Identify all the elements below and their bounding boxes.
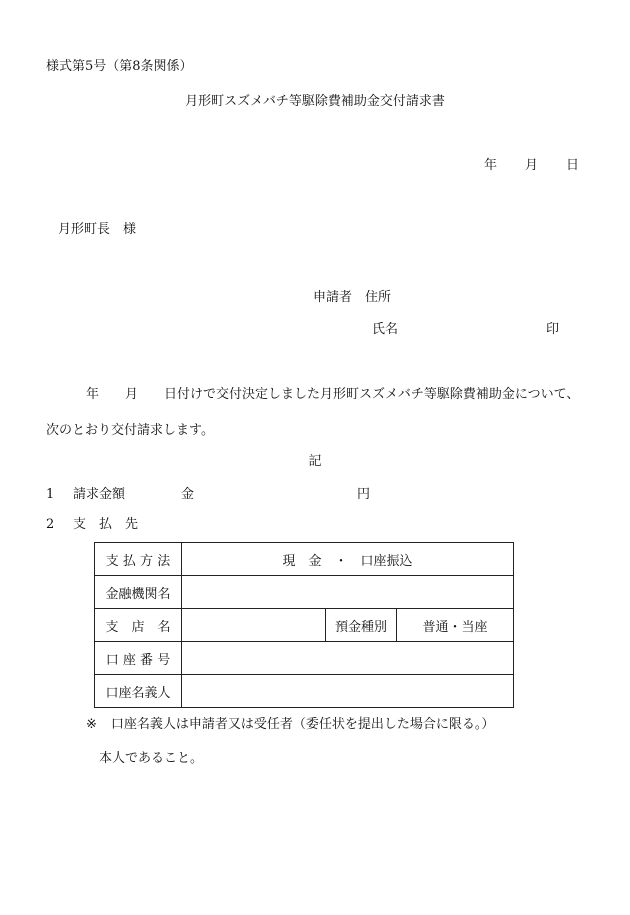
bank-name-label: 金融機関名 [95,576,182,609]
seal-mark: 印 [546,322,560,337]
bank-name-field[interactable] [182,576,514,609]
body-text-line1: 年 月 日付けで交付決定しました月形町スズメバチ等駆除費補助金について、 [86,387,580,402]
table-row [95,609,514,642]
account-holder-label: 口座名義人 [95,675,182,708]
account-number-label: 口 座 番 号 [95,642,182,675]
table-row [95,543,514,576]
ki-heading: 記 [308,454,322,469]
note-line1 [86,718,494,731]
payment-table [94,542,514,708]
branch-name-label: 支 店 名 [95,609,182,642]
branch-name-field[interactable] [182,609,326,642]
body-text-line2: 次のとおり交付請求します。 [46,423,214,438]
note-text-line2: 本人であること。 [99,751,204,766]
item1-kin: 金 [181,487,195,502]
date-month: 月 [525,158,539,173]
note-text-line1: 口座名義人は申請者又は受任者（委任状を提出した場合に限る。） [110,717,495,732]
deposit-type-label: 預金種別 [326,609,397,642]
payment-method-label: 支 払 方 法 [95,543,182,576]
addressee: 月形町長 様 [58,222,137,237]
form-number-label: 様式第5号（第8条関係） [46,59,193,74]
date-line [484,159,579,172]
note-mark: ※ [86,717,97,732]
date-day: 日 [566,158,580,173]
applicant-address-label: 申請者 住所 [313,290,392,305]
deposit-type-value: 普通・当座 [397,609,514,642]
account-number-field[interactable] [182,642,514,675]
payment-method-value: 現 金 ・ 口座振込 [182,543,514,576]
item-request-amount [46,487,371,502]
table-row [95,675,514,708]
applicant-name-label: 氏名 [372,322,399,337]
table-row [95,576,514,609]
item1-number: 1 [46,487,55,502]
item2-label: 支 払 先 [73,517,139,532]
table-row [95,642,514,675]
item1-yen: 円 [357,487,371,502]
item1-label: 請求金額 [73,487,126,502]
item2-number: 2 [46,517,55,532]
item-payee [46,517,139,532]
document-title: 月形町スズメバチ等駆除費補助金交付請求書 [185,94,445,109]
account-holder-field[interactable] [182,675,514,708]
date-year: 年 [484,158,498,173]
